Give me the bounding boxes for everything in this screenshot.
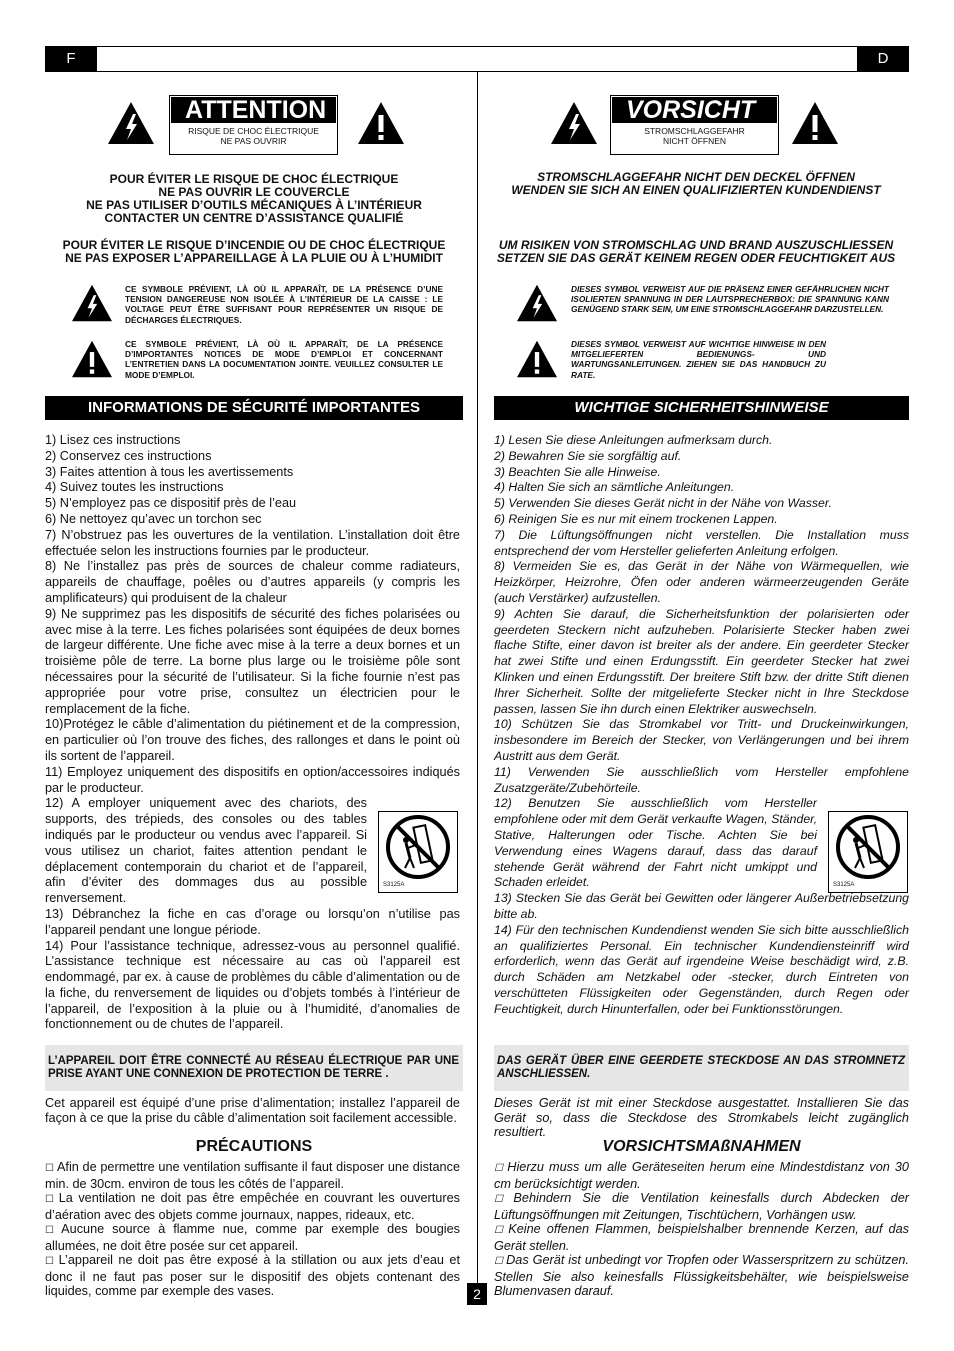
list-item: ☐ La ventilation ne doit pas être empêchée en couvrant les ouvertures d’aération avec des objets comme journaux, nappes, rideaux, etc. bbox=[45, 1191, 460, 1222]
vorsicht-box bbox=[610, 95, 779, 155]
list-item: 9) Ne supprimez pas les dispositifs de sécurité des fiches polarisées ou avec mise à la terre. Les fiches polarisées sont équipées de deux bornes de largeur différente. Une fiche avec mise à la terre a deux bornes et un troisième pôle de terre. La borne plus large ou le troisième pôle sont nécessaires pour la sécurité de l’utilisateur. Si la fiche fournie n’est pas appropriée pour votre prise, consultez un électricien pour le remplacement de la fiche. bbox=[45, 606, 460, 716]
de-precautions-list bbox=[494, 1160, 909, 1299]
list-item: 13) Stecken Sie das Gerät bei Gewitten oder längerer Außerbetriebsetzung bitte ab. bbox=[494, 891, 909, 921]
attention-box bbox=[169, 95, 338, 155]
fr-symbol-notice-note: CE SYMBOLE PRÉVIENT, LÀ OÙ IL APPARAÎT, DE LA PRÉSENCE D’IMPORTANTES NOTICES DE MODE D’EMPLOI ET CONCERNANT L’ENTRETIEN DANS LA DOCUMENTATION JOINTE. VEUILLEZ CONSULTER LE MODE D’EMPLOI. bbox=[125, 339, 443, 380]
list-item: 14) Für den technischen Kundendienst wenden Sie sich bitte ausschließlich an qualifiziertes Personal. Ein technischer Kundendiensteinriff wird erforderlich, wenn das Gerät auf irgendeine Weise beschädigt wird, z.B. durch Schäden am Netzkabel oder -stecker, durch Eintreten von verschütteten Flüssigkeiten oder Gegenständen, durch Regen oder Feuchtigkeit, durch Hinunterfallen, oder bei Funktionsstörungen. bbox=[494, 922, 909, 1016]
list-item: 2) Bewahren Sie sie sorgfältig auf. bbox=[494, 448, 682, 463]
fr-shock-warning: POUR ÉVITER LE RISQUE DE CHOC ÉLECTRIQUE NE PAS OUVRIR LE COUVERCLE NE PAS UTILISER D’OUTILS MÉCANIQUES À L’INTÉRIEUR CONTACTER UN CENTRE D’ASSISTANCE QUALIFIÉ bbox=[86, 172, 422, 225]
list-item: 6) Reinigen Sie es nur mit einem trockenen Lappen. bbox=[494, 511, 778, 526]
list-item: ☐ L’appareil ne doit pas être exposé à la stillation ou aux jets d’eau et donc il ne faut pas poser sur le dispositif des objets contenant des liquides, comme par exemple des vases. bbox=[45, 1253, 460, 1298]
lang-tag-fr: F bbox=[45, 46, 97, 72]
de-section-title: WICHTIGE SICHERHEITSHINWEISE bbox=[494, 396, 909, 420]
list-item: ☐ Afin de permettre une ventilation suffisante il faut disposer une distance min. de 30cm. environ de tous les côtés de l’appareil. bbox=[45, 1160, 461, 1191]
fr-ground-note: L’APPAREIL DOIT ÊTRE CONNECTÉ AU RÉSEAU ÉLECTRIQUE PAR UNE PRISE AYANT UNE CONNEXION DE PROTECTION DE TERRE . bbox=[45, 1045, 463, 1091]
vorsicht-sub: STROMSCHLAGGEFAHR NICHT ÖFFNEN bbox=[644, 126, 745, 146]
list-item: ☐ Aucune source à flamme nue, comme par exemple des bougies allumées, ne doit être posée sur cet appareil. bbox=[45, 1222, 460, 1253]
de-symbol-voltage-note: DIESES SYMBOL VERWEIST AUF DIE PRÄSENZ EINER GEFÄHRLICHEN NICHT ISOLIERTEN SPANNUNG IN DER LAUTSPRECHERBOX: DIE SPANNUNG KANN GENÜGEND STARK SEIN, UM EINE STROMSCHLAGGEFAHR DARZUSTELLEN. bbox=[571, 284, 889, 315]
fr-precautions-list bbox=[45, 1160, 460, 1299]
list-item: 3) Faites attention à tous les avertissements bbox=[45, 464, 294, 479]
list-item: 4) Suivez toutes les instructions bbox=[45, 480, 224, 495]
lang-tag-de: D bbox=[857, 46, 909, 72]
cart-code: S3125A bbox=[383, 882, 405, 888]
fr-symbol-voltage-note: CE SYMBOLE PRÉVIENT, LÀ OÙ IL APPARAÎT, DE LA PRÉSENCE D’UNE TENSION DANGEREUSE NON ISOLÉE À L’INTÉRIEUR DE LA CAISSE : LE VOLTAGE PEUT ÊTRE SUFFISANT POUR REPRÉSENTER UN RISQUE DE DÉCHARGES ÉLECTRIQUES. bbox=[125, 284, 443, 325]
list-item: 12) A employer uniquement avec des chariots, des supports, des trépieds, des consoles ou des tables indiqués par le producteur ou vendus avec l’appareil. Si vous utilisez un chariot, faites attention pendant le déplacement contemporain du chariot et de l’appareil, afin d’éviter des dommages dus au possible renversement. bbox=[45, 796, 367, 906]
list-item: 12) Benutzen Sie ausschließlich vom Hersteller empfohlene oder mit dem Gerät verkaufte Wagen, Ständer, Stative, Halterungen oder Tische. Achten Sie bei Verwendung eines Wagens darauf, dass das darauf stehende Gerät während der Fahrt nicht umkippt und Schaden erleidet. bbox=[494, 796, 817, 890]
vorsicht-title: VORSICHT bbox=[612, 97, 777, 123]
list-item: 1) Lesen Sie diese Anleitungen aufmerksam durch. bbox=[494, 433, 773, 447]
list-item: 1) Lisez ces instructions bbox=[45, 433, 181, 447]
list-item: 10) Schützen Sie das Stromkabel vor Tritt- und Druckeinwirkungen, insbesondere im Bereich der Stecker, von Verlängerungen und bei ihrem Austritt aus dem Gerät. bbox=[494, 717, 909, 763]
list-item: 11) Verwenden Sie ausschließlich vom Hersteller empfohlene Zusatzgeräte/Zubehörteile. bbox=[494, 764, 909, 795]
de-safety-list bbox=[494, 433, 909, 1017]
exclamation-symbol-icon bbox=[515, 339, 559, 379]
list-item: 10)Protégez le câble d’alimentation du piétinement et de la compression, en particulier où l’on trouve des fiches, des rallonges et dans le point où ils sortent de l’appareil. bbox=[45, 717, 460, 763]
list-item: 7) N’obstruez pas les ouvertures de la ventilation. L’installation doit être effectuée selon les instructions fournies par le producteur. bbox=[45, 527, 460, 558]
list-item: ☐ Hierzu muss um alle Geräteseiten herum eine Mindestdistanz von 30 cm berücksichtigt werden. bbox=[494, 1160, 909, 1191]
exclamation-symbol-icon bbox=[70, 339, 114, 379]
fr-fire-warning: POUR ÉVITER LE RISQUE D’INCENDIE OU DE CHOC ÉLECTRIQUE NE PAS EXPOSER L’APPAREILLAGE À LA PLUIE OU À L’HUMIDIT bbox=[62, 238, 446, 265]
lightning-symbol-icon bbox=[515, 283, 559, 323]
cart-code: S3125A bbox=[833, 882, 855, 888]
list-item: 2) Conservez ces instructions bbox=[45, 448, 212, 463]
column-divider bbox=[477, 72, 478, 1300]
list-item: 14) Pour l’assistance technique, adressez-vous au personnel qualifié. L’assistance technique est nécessaire au cas où l’appareil est endommagé, par ex. à cause de problèmes du câble d’alimentation ou de la fiche, du renversement de liquides ou d’objets tombés à l’intérieur de l’appareil, de l’exposition à la pluie ou à l’humidité, d’anomalies de fonctionnement ou de chutes de l’appareil. bbox=[45, 938, 460, 1032]
list-item: ☐ Keine offenen Flammen, beispielshalber brennende Kerzen, auf das Gerät stellen. bbox=[494, 1222, 909, 1253]
list-item: 13) Débranchez la fiche en cas d’orage ou lorsqu’on n’utilise pas l’appareil pendant une longue période. bbox=[45, 906, 460, 937]
list-item: 5) N’employez pas ce dispositif près de l’eau bbox=[45, 496, 297, 511]
list-item: 3) Beachten Sie alle Hinweise. bbox=[494, 464, 661, 479]
de-ground-note: DAS GERÄT ÜBER EINE GEERDETE STECKDOSE AN DAS STROMNETZ ANSCHLIESSEN. bbox=[494, 1045, 909, 1091]
list-item: 11) Employez uniquement des dispositifs en option/accessoires indiqués par le producteur. bbox=[45, 764, 460, 795]
exclamation-warning-icon bbox=[790, 100, 840, 146]
cart-tipover-icon bbox=[828, 811, 908, 893]
fr-precautions-title: PRÉCAUTIONS bbox=[195, 1138, 313, 1155]
list-item: 4) Halten Sie sich an sämtliche Anleitungen. bbox=[494, 480, 735, 495]
list-item: 5) Verwenden Sie dieses Gerät nicht in der Nähe von Wasser. bbox=[494, 496, 832, 511]
exclamation-warning-icon bbox=[356, 100, 406, 146]
language-bar bbox=[45, 46, 909, 72]
list-item: 7) Die Lüftungsöffnungen nicht verstellen. Die Installation muss entsprechend der vom Hersteller gelieferten Anleitung erfolgen. bbox=[494, 527, 909, 558]
de-ground-paragraph: Dieses Gerät ist mit einer Steckdose ausgestattet. Installieren Sie das Gerät so, dass die Steckdose des Stromkabels leicht zugänglich resultiert. bbox=[494, 1096, 909, 1139]
cart-tipover-icon bbox=[378, 811, 458, 893]
list-item: ☐ Behindern Sie die Ventilation keinesfalls durch Abdecken der Lüftungsöffnungen mit Zeitungen, Tischtüchern, Vorhängen usw. bbox=[494, 1191, 909, 1222]
list-item: 8) Vermeiden Sie es, das Gerät in der Nähe von Wärmequellen, wie Heizkörper, Heizrohre, Öfen oder anderen wärmeerzeugenden Geräte (auch Verstärker) aufzustellen. bbox=[494, 559, 909, 605]
list-item: 9) Achten Sie darauf, die Sicherheitsfunktion der polarisierten oder geerdeten Steckern nicht aufzuheben. Polarisierte Stecker haben zwei flache Stifte, einer davon ist breiter als der andere. Ein geerdeter Stecker hat zwei Stifte und einen Erdungsstift. Ein geerdeter Stecker hat zwei Klinken und einen Erdungsstift. Der breitere Stift bzw. der dritte Stift dienen Ihrer Sicherheit. Sollte der mitgelieferte Stecker nicht in Ihre Steckdose passen, lassen Sie ihn durch einen Elektriker auswechseln. bbox=[494, 606, 909, 716]
fr-ground-paragraph: Cet appareil est équipé d’une prise d’alimentation; installez l’appareil de façon à ce que la prise du câble d’alimentation soit facilement accessible. bbox=[45, 1096, 460, 1125]
fr-safety-list bbox=[45, 433, 460, 1033]
de-fire-warning: UM RISIKEN VON STROMSCHLAG UND BRAND AUSZUSCHLIESSEN SETZEN SIE DAS GERÄT KEINEM REGEN ODER FEUCHTIGKEIT AUS bbox=[496, 238, 896, 265]
lightning-warning-icon bbox=[549, 100, 599, 146]
de-shock-warning: STROMSCHLAGGEFAHR NICHT DEN DECKEL ÖFFNEN WENDEN SIE SICH AN EINEN QUALIFIZIERTEN KUNDENDIENST bbox=[511, 170, 881, 197]
list-item: 6) Ne nettoyez qu’avec un torchon sec bbox=[45, 511, 262, 526]
de-symbol-notice-note: DIESES SYMBOL VERWEIST AUF WICHTIGE HINWEISE IN DEN MITGELIEFERTEN BEDIENUNGS- UND WARTUNGSANLEITUNGEN. ZIEHEN SIE DAS HANDBUCH ZU RATE. bbox=[571, 339, 826, 380]
page-number: 2 bbox=[467, 1283, 487, 1305]
attention-sub: RISQUE DE CHOC ÉLECTRIQUE NE PAS OUVRIR bbox=[188, 126, 319, 146]
lightning-symbol-icon bbox=[70, 283, 114, 323]
list-item: 8) Ne l’installez pas près de sources de chaleur comme radiateurs, appareils de chauffage, poêles ou d’autres appareils (y compris les amplificateurs) qui produisent de la chaleur bbox=[45, 559, 460, 605]
de-precautions-title: VORSICHTSMAßNAHMEN bbox=[602, 1138, 801, 1155]
list-item: ☐ Das Gerät ist unbedingt vor Tropfen oder Wasserspritzern zu schützen. Stellen Sie also keinesfalls Flüssigkeitsbehälter, wie beispielsweise Blumenvasen darauf. bbox=[494, 1253, 909, 1298]
lightning-warning-icon bbox=[106, 100, 156, 146]
attention-title: ATTENTION bbox=[171, 97, 336, 123]
fr-section-title: INFORMATIONS DE SÉCURITÉ IMPORTANTES bbox=[45, 396, 463, 420]
